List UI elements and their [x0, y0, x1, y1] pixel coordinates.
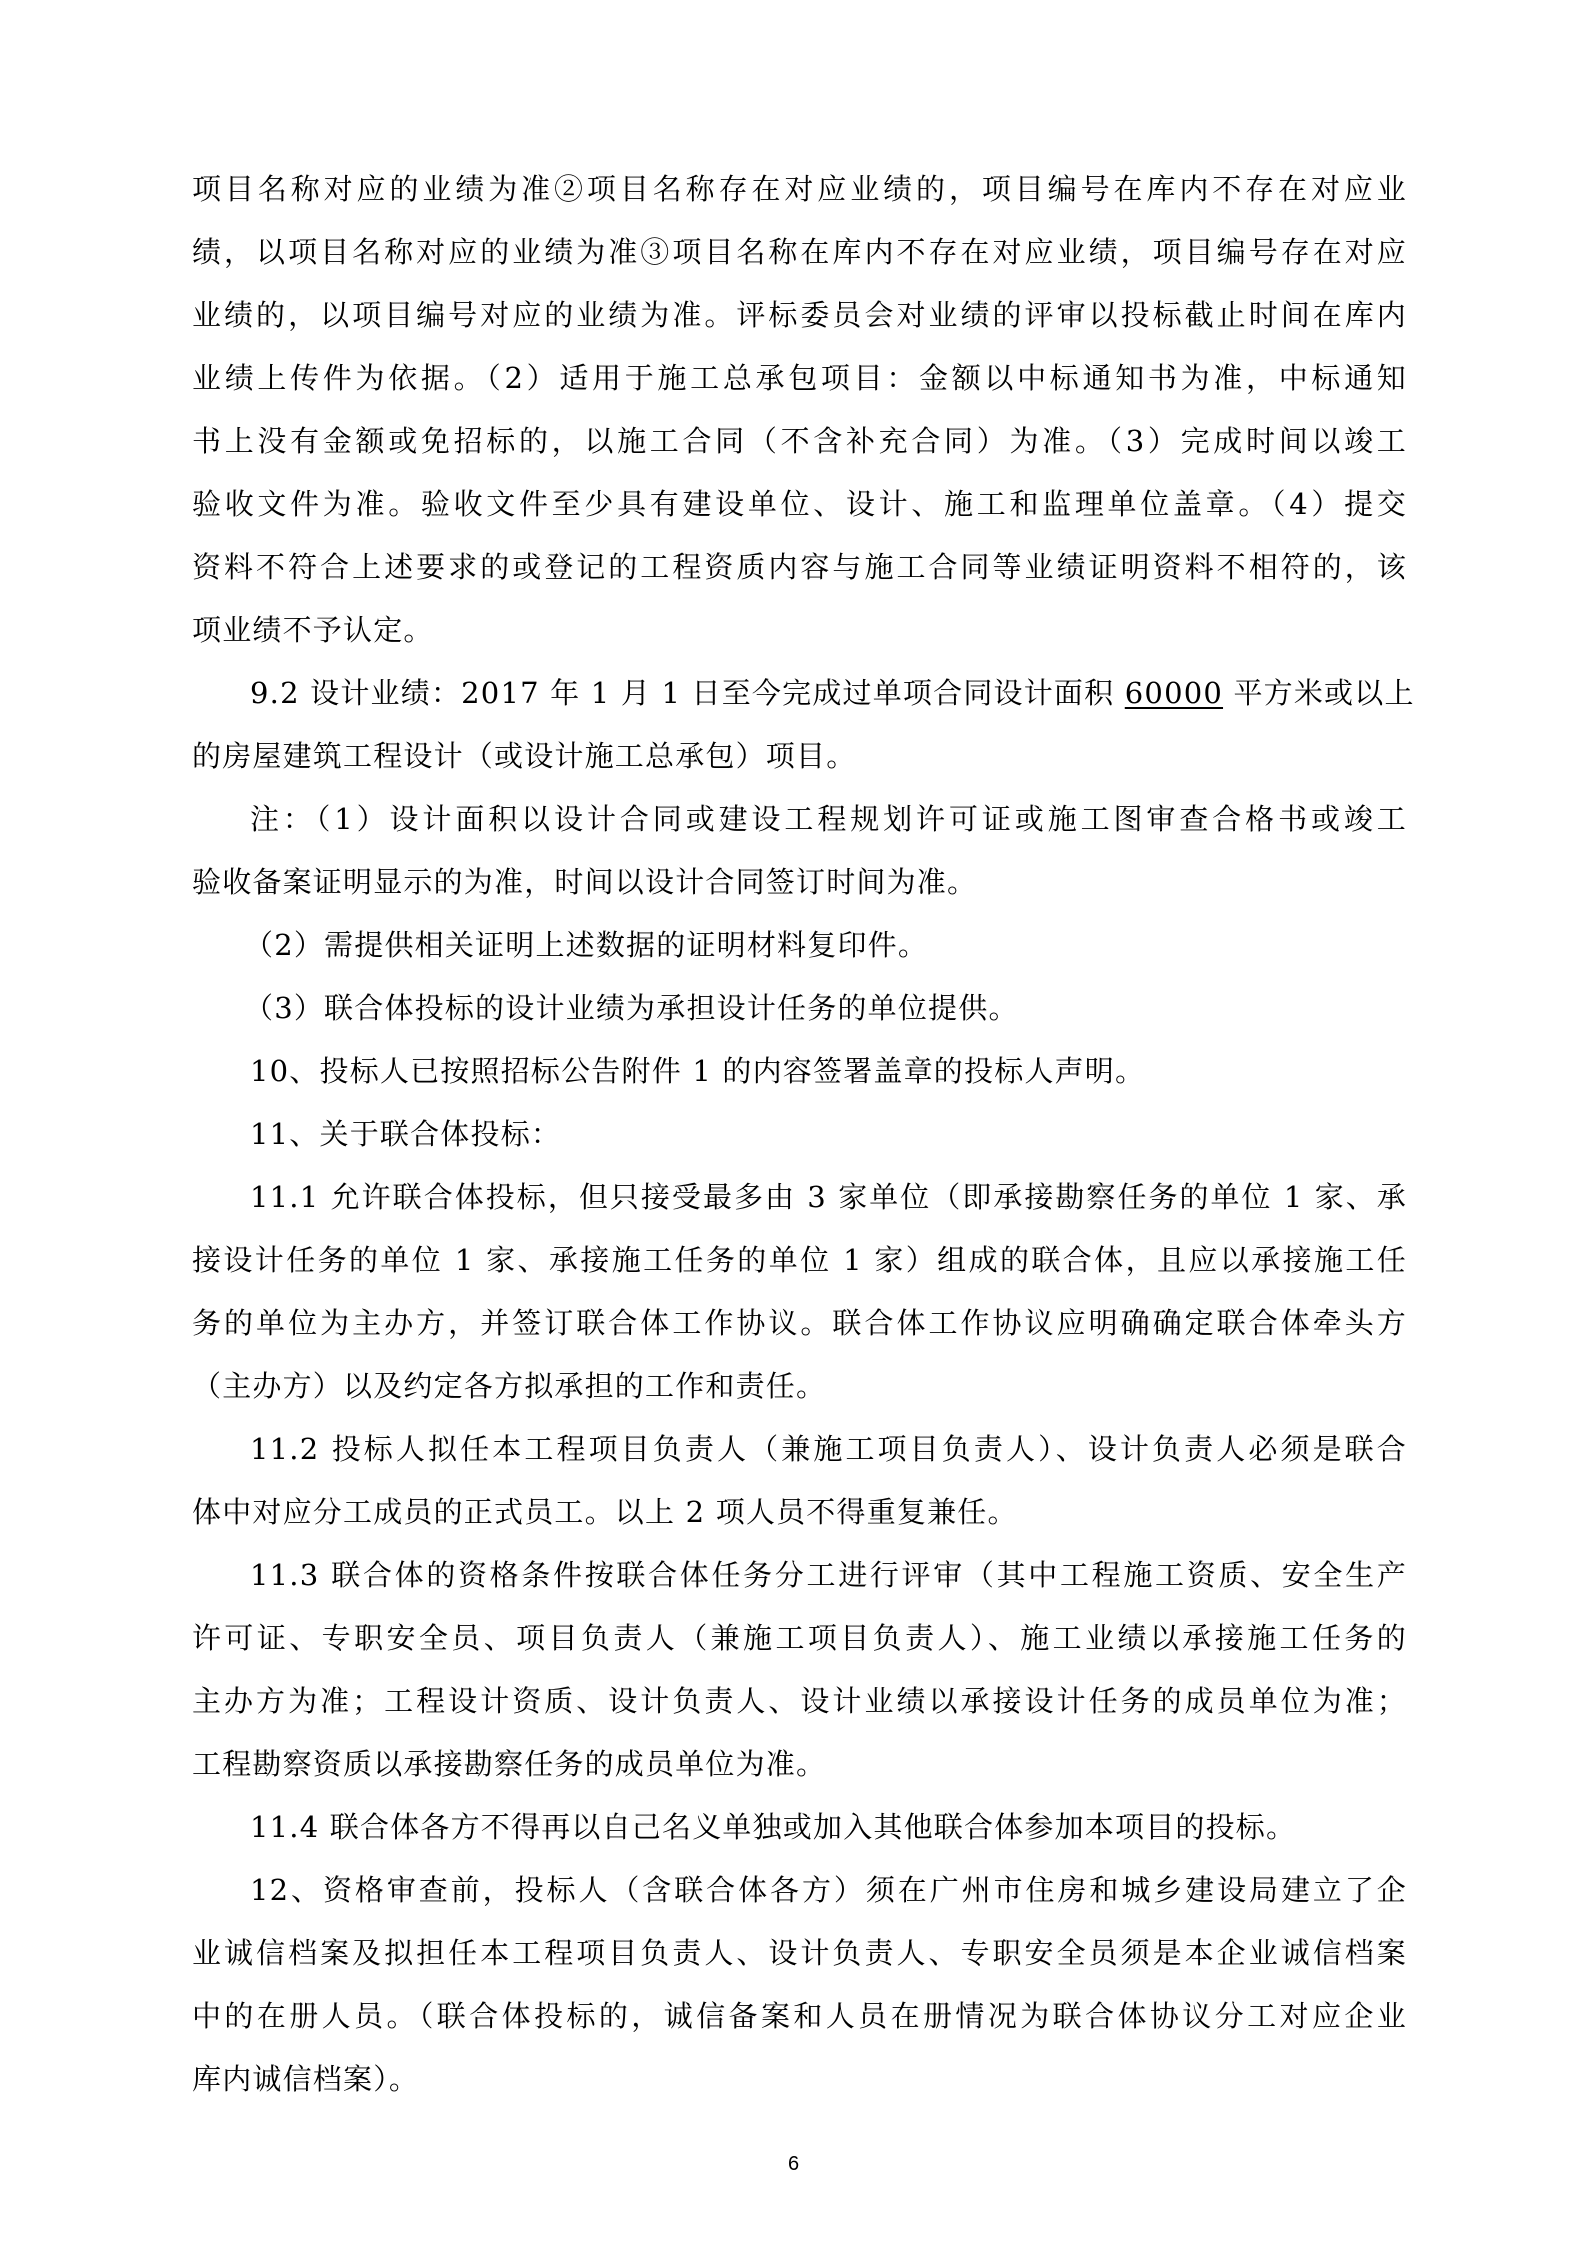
paragraph-item-10: [192, 1040, 1407, 1103]
paragraph-item-11-heading: [192, 1103, 1407, 1166]
text-line: 11.1 允许联合体投标，但只接受最多由 3 家单位（即承接勘察任务的单位 1 家、承: [250, 1180, 1407, 1214]
underlined-area-value: 60000: [1124, 676, 1224, 710]
text-line: 项目名称对应的业绩为准②项目名称存在对应业绩的，项目编号在库内不存在对应业: [192, 172, 1407, 206]
text-line: 体中对应分工成员的正式员工。以上 2 项人员不得重复兼任。: [192, 1495, 1018, 1529]
text-line: 11、关于联合体投标：: [250, 1117, 562, 1151]
text-line: （3）联合体投标的设计业绩为承担设计任务的单位提供。: [244, 991, 1019, 1025]
text-line: 接设计任务的单位 1 家、承接施工任务的单位 1 家）组成的联合体，且应以承接施工任: [192, 1243, 1407, 1277]
text-line: 验收文件为准。验收文件至少具有建设单位、设计、施工和监理单位盖章。（4）提交: [192, 487, 1407, 521]
text-line: 项业绩不予认定。: [192, 613, 434, 647]
text-line: [192, 662, 1415, 725]
text-line: 11.2 投标人拟任本工程项目负责人（兼施工项目负责人）、设计负责人必须是联合: [250, 1432, 1407, 1466]
text-line: （主办方）以及约定各方拟承担的工作和责任。: [192, 1369, 827, 1403]
text-line: 务的单位为主办方，并签订联合体工作协议。联合体工作协议应明确确定联合体牵头方: [192, 1306, 1407, 1340]
paragraph-note-1: [192, 788, 1407, 914]
text-line: 许可证、专职安全员、项目负责人（兼施工项目负责人）、施工业绩以承接施工任务的: [192, 1621, 1407, 1655]
text-line: 中的在册人员。（联合体投标的，诚信备案和人员在册情况为联合体协议分工对应企业: [192, 1999, 1407, 2033]
text-line: 书上没有金额或免招标的，以施工合同（不含补充合同）为准。（3）完成时间以竣工: [192, 424, 1407, 458]
page-number: 6: [787, 2153, 800, 2175]
text-line: 11.4 联合体各方不得再以自己名义单独或加入其他联合体参加本项目的投标。: [250, 1810, 1297, 1844]
text-line: 资料不符合上述要求的或登记的工程资质内容与施工合同等业绩证明资料不相符的，该: [192, 550, 1407, 584]
text-line: 工程勘察资质以承接勘察任务的成员单位为准。: [192, 1747, 827, 1781]
text-line: 主办方为准；工程设计资质、设计负责人、设计业绩以承接设计任务的成员单位为准；: [192, 1684, 1407, 1718]
paragraph-note-3: [192, 977, 1407, 1040]
text-line: 库内诚信档案）。: [192, 2062, 420, 2096]
document-body: [192, 158, 1415, 2111]
paragraph-item-12: [192, 1859, 1407, 2111]
text-line: （2）需提供相关证明上述数据的证明材料复印件。: [244, 928, 929, 962]
text-line: 绩，以项目名称对应的业绩为准③项目名称在库内不存在对应业绩，项目编号存在对应: [192, 235, 1407, 269]
text-line: 的房屋建筑工程设计（或设计施工总承包）项目。: [192, 739, 857, 773]
text-line: 10、投标人已按照招标公告附件 1 的内容签署盖章的投标人声明。: [250, 1054, 1146, 1088]
text-line: 12、资格审查前，投标人（含联合体各方）须在广州市住房和城乡建设局建立了企: [250, 1873, 1407, 1907]
paragraph-note-2: [192, 914, 1407, 977]
paragraph-11-2: [192, 1418, 1407, 1544]
text-line: 业绩上传件为依据。（2）适用于施工总承包项目：金额以中标通知书为准，中标通知: [192, 361, 1407, 395]
text-segment: 9.2 设计业绩：2017 年 1 月 1 日至今完成过单项合同设计面积: [250, 676, 1125, 710]
text-line: 业诚信档案及拟担任本工程项目负责人、设计负责人、专职安全员须是本企业诚信档案: [192, 1936, 1407, 1970]
paragraph-performance-rules: [192, 158, 1407, 662]
text-line: 注：（1）设计面积以设计合同或建设工程规划许可证或施工图审查合格书或竣工: [250, 802, 1407, 836]
text-segment: 平方米或以上: [1223, 676, 1415, 710]
paragraph-9-2-design-performance: [192, 662, 1415, 788]
paragraph-11-3: [192, 1544, 1407, 1796]
paragraph-11-4: [192, 1796, 1407, 1859]
text-line: 11.3 联合体的资格条件按联合体任务分工进行评审（其中工程施工资质、安全生产: [250, 1558, 1407, 1592]
paragraph-11-1: [192, 1166, 1407, 1418]
text-line: 验收备案证明显示的为准，时间以设计合同签订时间为准。: [192, 865, 978, 899]
text-line: 业绩的，以项目编号对应的业绩为准。评标委员会对业绩的评审以投标截止时间在库内: [192, 298, 1407, 332]
